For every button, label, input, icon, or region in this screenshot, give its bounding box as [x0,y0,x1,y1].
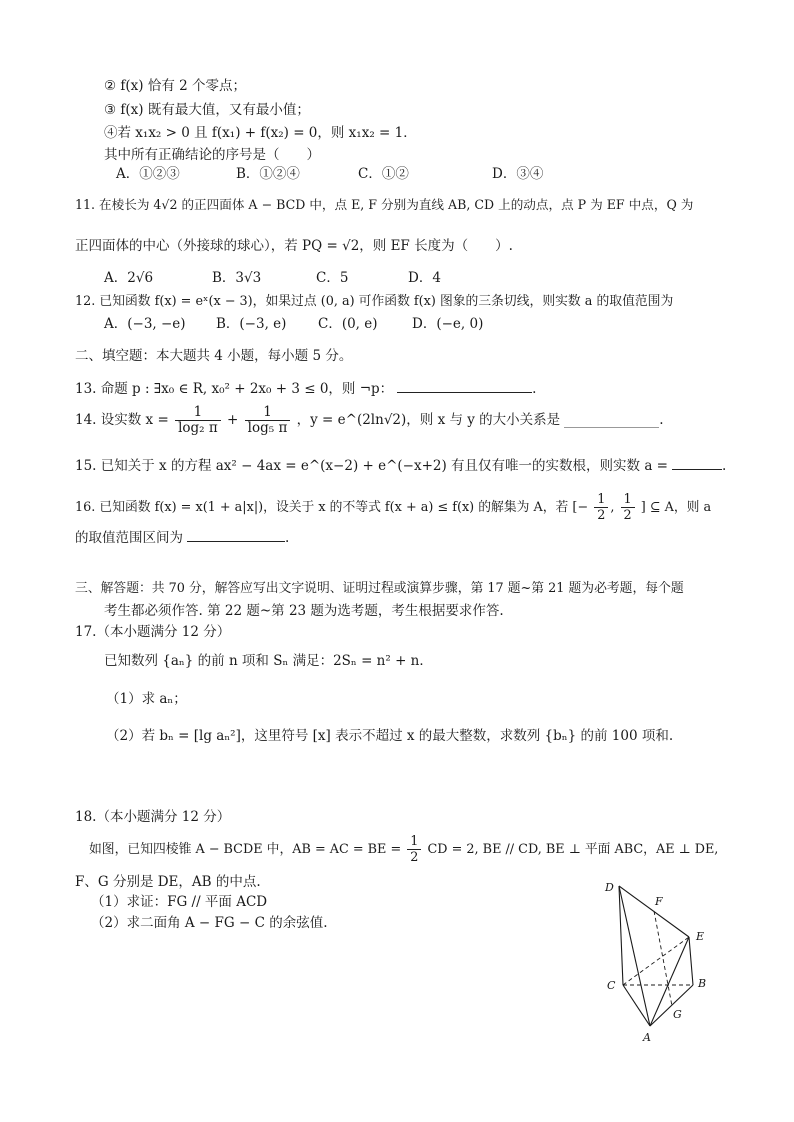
q18-part-1: （1）求证：FG // 平面 ACD [91,894,268,910]
label-E: E [696,930,705,943]
q10-question: 其中所有正确结论的序号是（ ） [104,147,320,163]
q14-answer-blank[interactable] [564,413,659,428]
q15-text: 15. 已知关于 x 的方程 ax² − 4ax = e^(x−2) + e^(−x+2) 有且仅有唯一的实数根，则实数 a = [75,458,668,474]
q10-option-b: B．①②④ [236,166,300,182]
edge-BA [650,985,693,1026]
q16-text-post: ] ⊆ A，则 a [640,500,712,515]
q12-option-d: D．(−e, 0) [412,316,484,332]
section-2-heading: 二、填空题：本大题共 4 小题，每小题 5 分。 [75,348,353,364]
q13-text: 13. 命题 p : ∃x₀ ∈ R, x₀² + 2x₀ + 3 ≤ 0，则 ¬p： [75,381,394,397]
q10-option-d: D．③④ [492,166,544,182]
q18-stem [89,828,718,872]
q12-option-a: A．(−3, −e) [104,316,186,332]
q18-part-2: （2）求二面角 A − FG − C 的余弦值. [91,915,328,931]
label-B: B [698,977,707,990]
section-3-heading: 三、解答题：共 70 分，解答应写出文字说明、证明过程或演算步骤，第 17 题~第 21 题为必考题，每个题 [75,581,684,596]
q14-fraction-1: $\frac{1}{\text{log₂ π}}$ [175,405,221,436]
q18-text-post: CD = 2, BE // CD, BE ⊥ 平面 ABC，AE ⊥ DE, [427,842,719,857]
q15-answer-blank[interactable] [672,455,722,470]
q17-heading: 17.（本小题满分 12 分） [75,624,231,640]
q12-option-b: B．(−3, e) [216,316,287,332]
edge-DA [619,886,650,1026]
label-G: G [673,1008,682,1021]
label-C: C [607,979,616,992]
q18-text-pre: 如图，已知四棱锥 A − BCDE 中，AB = AC = BE = [89,842,402,857]
edge-EA [650,937,689,1026]
edge-CE [623,937,689,985]
segment-FG [654,911,672,1006]
q11-option-b: B．3√3 [212,270,262,286]
q14-fraction-2: $\frac{1}{\text{log₅ π}}$ [245,405,291,436]
q11-option-c: C．5 [316,270,349,286]
q14-plus: + [227,412,239,428]
q14-stem: 14. 设实数 x = $\frac{1}{\text{log₂ π}}$ + $\frac{1}{\text{log₅ π}}$ ，y = e^(2ln√2)，则 x 与 y 的大小关系是 . [75,404,664,436]
q16-text-pre: 16. 已知函数 f(x) = x(1 + a|x|)，设关于 x 的不等式 f(x + a) ≤ f(x) 的解集为 A，若 [− [75,500,589,515]
q18-fraction: $\frac{1}{2}$ [407,834,421,865]
q16-stem-cont: 的取值范围区间为 . [75,527,289,547]
pyramid-figure [596,876,726,1046]
q14-text-post: ，y = e^(2ln√2)，则 x 与 y 的大小关系是 [296,412,561,428]
section-3-heading-cont: 考生都必须作答. 第 22 题~第 23 题为选考题，考生根据要求作答. [104,603,504,619]
q17-stem: 已知数列 {aₙ} 的前 n 项和 Sₙ 满足：2Sₙ = n² + n． [104,653,433,669]
edge-EB [689,937,693,985]
conclusion-2: ② f(x) 恰有 2 个零点； [104,78,247,94]
q11-stem-cont: 正四面体的中心（外接球的球心），若 PQ = √2，则 EF 长度为（ ）. [75,238,513,254]
q13-answer-blank[interactable] [397,378,532,393]
q11-option-d: D．4 [408,270,441,286]
q16-text-b: 的取值范围区间为 [75,530,183,546]
q10-option-a: A．①②③ [116,166,180,182]
q18-heading: 18.（本小题满分 12 分） [75,809,231,825]
q18-stem-cont: F、G 分别是 DE，AB 的中点. [75,874,261,890]
conclusion-4: ④若 x₁x₂ > 0 且 f(x₁) + f(x₂) = 0，则 x₁x₂ = 1． [104,125,417,141]
q14-text-pre: 14. 设实数 x = [75,412,169,428]
q15-stem: 15. 已知关于 x 的方程 ax² − 4ax = e^(x−2) + e^(−x+2) 有且仅有唯一的实数根，则实数 a = . [75,455,726,475]
q12-stem: 12. 已知函数 f(x) = eˣ(x − 3)，如果过点 (0, a) 可作函数 f(x) 图象的三条切线，则实数 a 的取值范围为 [75,294,674,309]
q17-part-2: （2）若 bₙ = [lg aₙ²]，这里符号 [x] 表示不超过 x 的最大整数，求数列 {bₙ} 的前 100 项和. [106,728,674,744]
q10-option-c: C．①② [358,166,409,182]
label-D: D [605,881,614,894]
q16-fraction-1: $\frac{1}{2}$ [594,492,608,523]
conclusion-3: ③ f(x) 既有最大值，又有最小值； [104,102,310,118]
q13-stem: 13. 命题 p : ∃x₀ ∈ R, x₀² + 2x₀ + 3 ≤ 0，则 ¬p： . [75,378,536,398]
q16-stem: 16. 已知函数 f(x) = x(1 + a|x|)，设关于 x 的不等式 f(x + a) ≤ f(x) 的解集为 A，若 [− $\frac{1}{2}$ , $\frac{1}{2}$ ] ⊆ A，则 a [75,492,712,523]
q16-answer-blank[interactable] [187,527,285,542]
q12-option-c: C．(0, e) [318,316,378,332]
label-A: A [643,1031,651,1044]
label-F: F [655,895,663,908]
q11-option-a: A．2√6 [104,270,154,286]
q17-part-1: （1）求 aₙ； [106,691,187,707]
q16-fraction-2: $\frac{1}{2}$ [621,492,635,523]
q11-stem: 11. 在棱长为 4√2 的正四面体 A − BCD 中，点 E, F 分别为直线 AB, CD 上的动点，点 P 为 EF 中点，Q 为 [75,197,694,212]
